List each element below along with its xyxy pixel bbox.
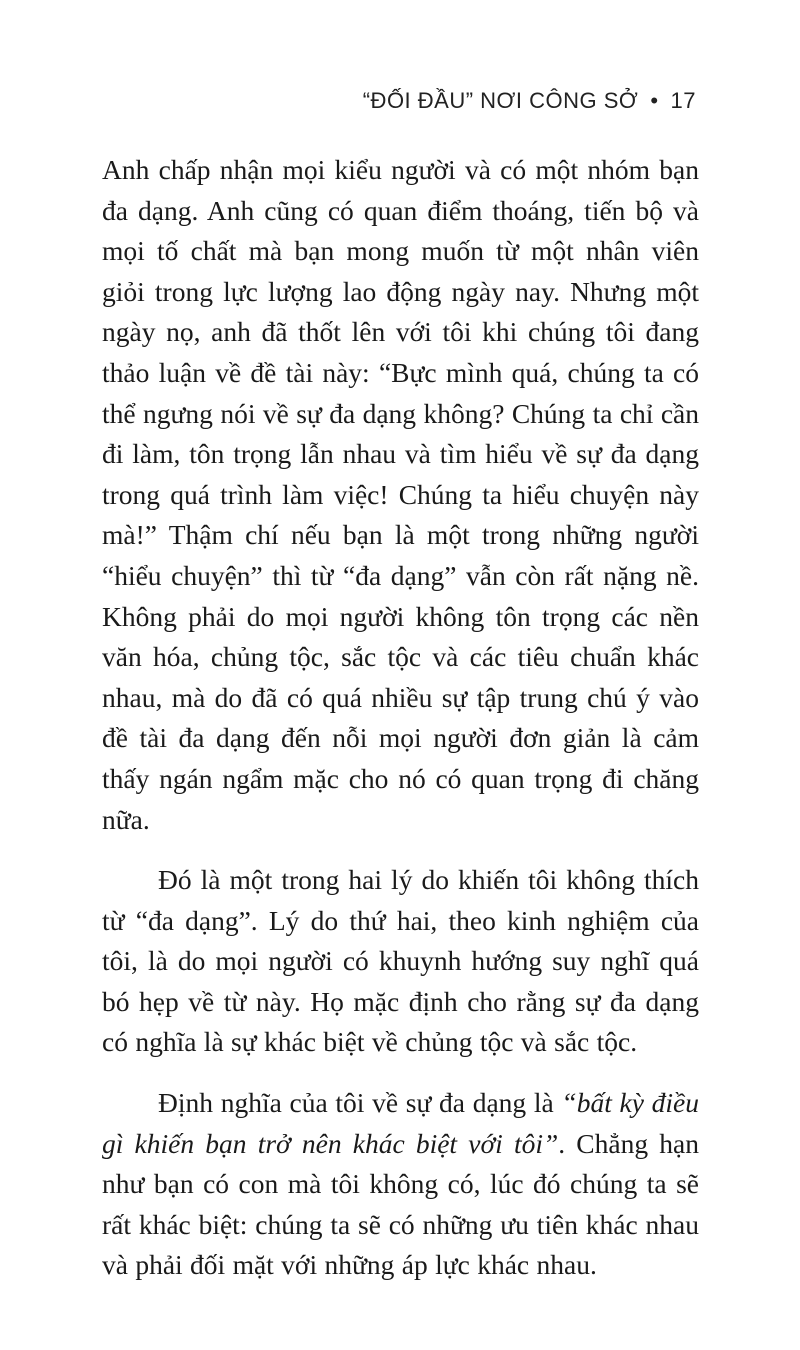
header-separator: • [650, 88, 659, 113]
paragraph-3-lead: Định nghĩa của tôi về sự đa dạng là [158, 1087, 562, 1119]
paragraph-3-rest: . Chẳng hạn như bạn có con mà tôi không có, lúc đó chúng ta sẽ rất khác biệt: chúng ta sẽ có những ưu tiên khác nhau và phải đối mặt với những áp lực khác nhau. [102, 1127, 699, 1281]
body-text [102, 150, 699, 1286]
paragraph-1: Anh chấp nhận mọi kiểu người và có một nhóm bạn đa dạng. Anh cũng có quan điểm thoáng, tiến bộ và mọi tố chất mà bạn mong muốn từ một nhân viên giỏi trong lực lượng lao động ngày nay. Nhưng một ngày nọ, anh đã thốt lên với tôi khi chúng tôi đang thảo luận về đề tài này: “Bực mình quá, chúng ta có thể ngưng nói về sự đa dạng không? Chúng ta chỉ cần đi làm, tôn trọng lẫn nhau và tìm hiểu về sự đa dạng trong quá trình làm việc! Chúng ta hiểu chuyện này mà!” Thậm chí nếu bạn là một trong những người “hiểu chuyện” thì từ “đa dạng” vẫn còn rất nặng nề. Không phải do mọi người không tôn trọng các nền văn hóa, chủng tộc, sắc tộc và các tiêu chuẩn khác nhau, mà do đã có quá nhiều sự tập trung chú ý vào đề tài đa dạng đến nỗi mọi người đơn giản là cảm thấy ngán ngẩm mặc cho nó có quan trọng đi chăng nữa. [102, 154, 699, 835]
chapter-title: “ĐỐI ĐẦU” NƠI CÔNG SỞ [362, 88, 639, 113]
page-number: 17 [670, 88, 696, 113]
definition-quote: “bất kỳ điều gì khiến bạn trở nên khác biệt với tôi” [102, 1087, 699, 1159]
paragraph-2: Đó là một trong hai lý do khiến tôi không thích từ “đa dạng”. Lý do thứ hai, theo kinh nghiệm của tôi, là do mọi người có khuynh hướng suy nghĩ quá bó hẹp về từ này. Họ mặc định cho rằng sự đa dạng có nghĩa là sự khác biệt về chủng tộc và sắc tộc. [102, 864, 699, 1058]
paragraph-3 [102, 1083, 699, 1286]
running-header [363, 88, 696, 114]
